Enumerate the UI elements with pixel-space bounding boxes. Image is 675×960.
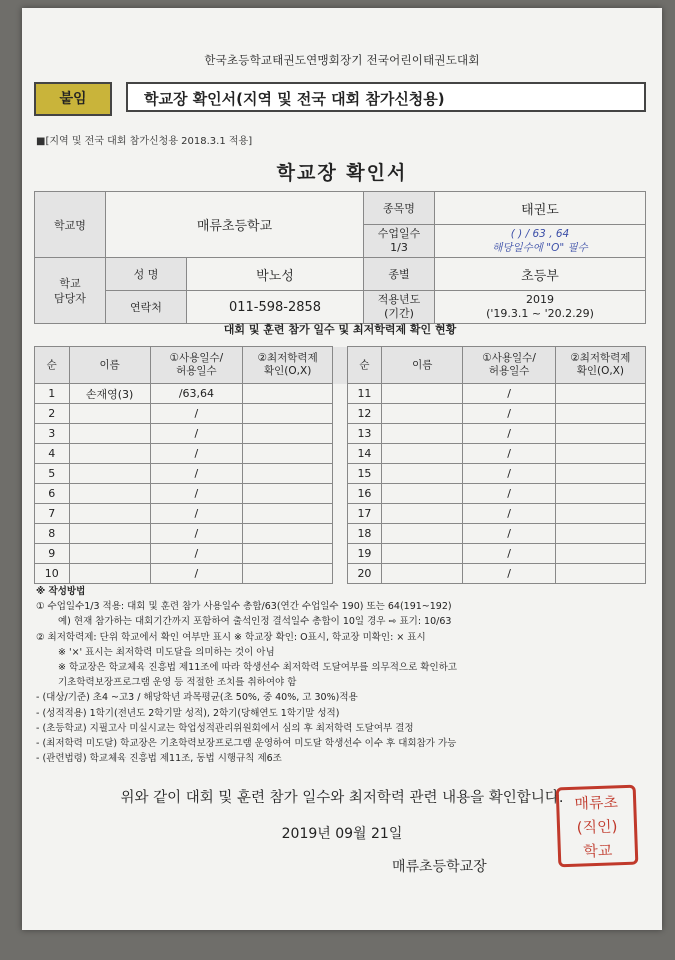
event-value: 태권도 [435,192,646,225]
athlete-name [69,564,150,584]
row-number: 20 [347,564,382,584]
min-score-check [555,544,645,564]
athlete-name [382,444,463,464]
col-name: 이름 [69,347,150,384]
row-number: 4 [35,444,70,464]
table-row [35,424,646,444]
row-number: 16 [347,484,382,504]
athlete-name [69,524,150,544]
instruction-line: 기초학력보장프로그램 운영 등 적절한 조치를 취하여야 함 [58,677,297,689]
min-score-check [243,384,333,404]
min-score-check [555,564,645,584]
main-title: 학교장 확인서 [276,162,408,184]
instruction-line: ② 최저학력제: 단위 학교에서 확인 여부만 표시 ※ 학교장 확인: O표시, 학교장 미확인: × 표시 [36,631,426,643]
min-score-check [243,564,333,584]
row-number: 6 [35,484,70,504]
athlete-name [382,384,463,404]
min-score-check [243,424,333,444]
athlete-name [382,524,463,544]
min-score-check [555,524,645,544]
row-number: 17 [347,504,382,524]
school-label: 학교명 [35,192,106,258]
days-used: / [463,404,555,424]
col-days: ①사용일수/ 허용일수 [463,347,555,384]
status-title: 대회 및 훈련 참가 일수 및 최저학력제 확인 현황 [223,323,457,336]
days-note: 해당일수에 "O" 필수 [492,242,588,254]
row-number: 5 [35,464,70,484]
confirmation-statement: 위와 같이 대회 및 훈련 참가 일수와 최저학력 관련 내용을 확인합니다. [120,790,564,806]
min-score-check [555,484,645,504]
applicability-note: ■[지역 및 전국 대회 참가신청용 2018.3.1 적용] [36,136,253,147]
row-number: 19 [347,544,382,564]
instruction-line: - (최저학력 미도달) 학교장은 기초학력보장프로그램 운영하여 미도달 학생선수 이수 후 대회참가 가능 [36,738,457,750]
table-row [35,384,646,404]
instruction-line: ※ 학교장은 학교체육 진흥법 제11조에 따라 학생선수 최저학력 도달여부를 의무적으로 확인하고 [58,662,457,674]
athlete-name: 손재영(3) [69,384,150,404]
days-used: / [150,424,242,444]
days-used: / [463,564,555,584]
days-used: / [463,544,555,564]
athlete-name [69,544,150,564]
table-row [35,444,646,464]
athlete-name [69,424,150,444]
row-number: 2 [35,404,70,424]
instruction-line: - (관련법령) 학교체육 진흥법 제11조, 동법 시행규칙 제6조 [36,753,282,765]
issue-date: 2019년 09월 21일 [281,826,403,842]
athlete-name [69,404,150,424]
athlete-name [382,404,463,424]
days-used: / [463,424,555,444]
instructions [36,584,652,766]
athlete-name [382,464,463,484]
athlete-name [69,504,150,524]
row-number: 9 [35,544,70,564]
instruction-line: - (성적적용) 1학기(전년도 2학기말 성적), 2학기(당해연도 1학기말 성적) [36,707,340,719]
min-score-check [243,504,333,524]
document-title: 학교장 확인서(지역 및 전국 대회 참가신청용) [126,82,646,112]
days-used: / [150,544,242,564]
min-score-check [243,524,333,544]
days-value: ( ) / 63 , 64 [510,228,570,240]
days-used: / [150,464,242,484]
days-used: / [463,504,555,524]
category-label: 종별 [364,258,435,291]
category-value: 초등부 [435,258,646,291]
col-no: 순 [347,347,382,384]
row-number: 15 [347,464,382,484]
athlete-name [382,424,463,444]
instruction-line: - (초등학교) 지필고사 미실시교는 학업성적관리위원회에서 심의 후 최저학력 도달여부 결정 [36,722,414,734]
athlete-name [69,484,150,504]
athlete-name [382,564,463,584]
instruction-line: ① 수업일수1/3 적용: 대회 및 훈련 참가 사용일수 총합/63(연간 수업일수 190) 또는 64(191~192) [36,601,452,613]
year-period: ('19.3.1 ~ '20.2.29) [486,307,594,320]
name-label: 성 명 [106,258,187,291]
min-score-check [555,404,645,424]
table-row [35,484,646,504]
official-seal: 매류초 (직인) 학교 [556,785,639,868]
name-value: 박노성 [187,258,364,291]
col-min: ②최저학력제 확인(O,X) [555,347,645,384]
min-score-check [243,404,333,424]
instruction-line: ※ '×' 표시는 최저학력 미도달을 의미하는 것이 아님 [58,646,275,658]
min-score-check [243,544,333,564]
min-score-check [555,424,645,444]
row-number: 7 [35,504,70,524]
info-table [34,191,646,324]
year-value: 2019 [526,293,554,306]
table-row [35,524,646,544]
min-score-check [555,504,645,524]
min-score-check [555,444,645,464]
contact-value: 011-598-2858 [187,291,364,324]
table-row [35,504,646,524]
col-min: ②최저학력제 확인(O,X) [243,347,333,384]
principal-name: 매류초등학교장 [392,859,487,875]
instruction-line: - (대상/기준) 초4 ~고3 / 해당학년 과목평균(초 50%, 중 40%, 고 30%)적용 [36,692,358,704]
days-used: / [463,444,555,464]
min-score-check [555,464,645,484]
table-row [35,544,646,564]
instructions-title: ※ 작성방법 [36,586,86,597]
year-label: 적용년도 (기간) [364,291,435,324]
days-used: / [463,464,555,484]
min-score-check [243,464,333,484]
athlete-name [69,464,150,484]
col-no: 순 [35,347,70,384]
athlete-name [382,504,463,524]
school-name: 매류초등학교 [106,192,364,258]
min-score-check [555,384,645,404]
document-page [22,8,662,930]
row-number: 10 [35,564,70,584]
days-used: / [463,524,555,544]
row-number: 1 [35,384,70,404]
days-used: / [150,444,242,464]
days-used: / [463,384,555,404]
athlete-name [69,444,150,464]
athlete-name [382,484,463,504]
days-used: /63,64 [150,384,242,404]
row-number: 12 [347,404,382,424]
contact-label: 연락처 [106,291,187,324]
days-used: / [150,504,242,524]
row-number: 11 [347,384,382,404]
participation-table [34,346,646,584]
row-number: 18 [347,524,382,544]
days-used: / [150,564,242,584]
days-used: / [150,484,242,504]
min-score-check [243,444,333,464]
row-number: 3 [35,424,70,444]
row-number: 13 [347,424,382,444]
event-label: 종목명 [364,192,435,225]
row-number: 14 [347,444,382,464]
min-score-check [243,484,333,504]
days-used: / [463,484,555,504]
athlete-name [382,544,463,564]
instruction-line: 예) 현재 참가하는 대회기간까지 포함하여 출석인정 결석일수 총합이 10일 경우 ⇨ 표기: 10/63 [58,616,452,628]
table-row [35,464,646,484]
days-used: / [150,524,242,544]
col-days: ①사용일수/ 허용일수 [150,347,242,384]
days-used: / [150,404,242,424]
manager-label: 학교 담당자 [35,258,106,324]
table-row [35,404,646,424]
row-number: 8 [35,524,70,544]
federation-name: 한국초등학교태권도연맹회장기 전국어린이태권도대회 [204,53,480,67]
days-label: 수업일수 1/3 [364,225,435,258]
table-row [35,564,646,584]
col-name: 이름 [382,347,463,384]
attachment-tag: 붙임 [34,82,112,116]
